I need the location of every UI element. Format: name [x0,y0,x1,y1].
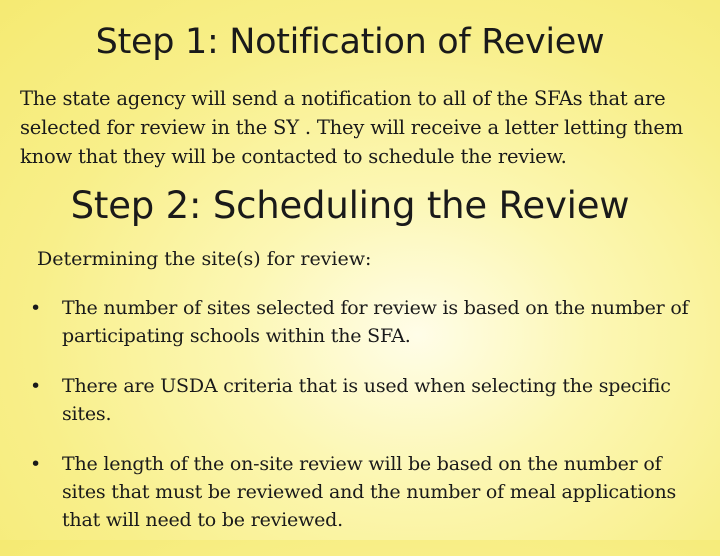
list-item [30,450,695,534]
bullet-text: The length of the on-site review will be based on the number of sites that must be reviewed and the number of meal applications that will need to be reviewed. [62,453,677,531]
bullet-text: The number of sites selected for review is based on the number of participating schools within the SFA. [62,297,689,347]
list-item [30,294,695,350]
bullet-text: There are USDA criteria that is used when selecting the specific sites. [62,375,671,425]
step2-title: Step 2: Scheduling the Review [70,184,630,227]
bullet-list [30,294,695,556]
bullet-icon: • [30,297,42,319]
list-item [30,372,695,428]
step2-intro: Determining the site(s) for review: [37,248,372,270]
bullet-icon: • [30,453,42,475]
step1-paragraph: The state agency will send a notification to all of the SFAs that are selected for review in the SY . They will receive a letter letting them know that they will be contacted to schedule the review. [20,87,683,168]
step1-title: Step 1: Notification of Review [95,22,605,62]
bullet-icon: • [30,375,42,397]
